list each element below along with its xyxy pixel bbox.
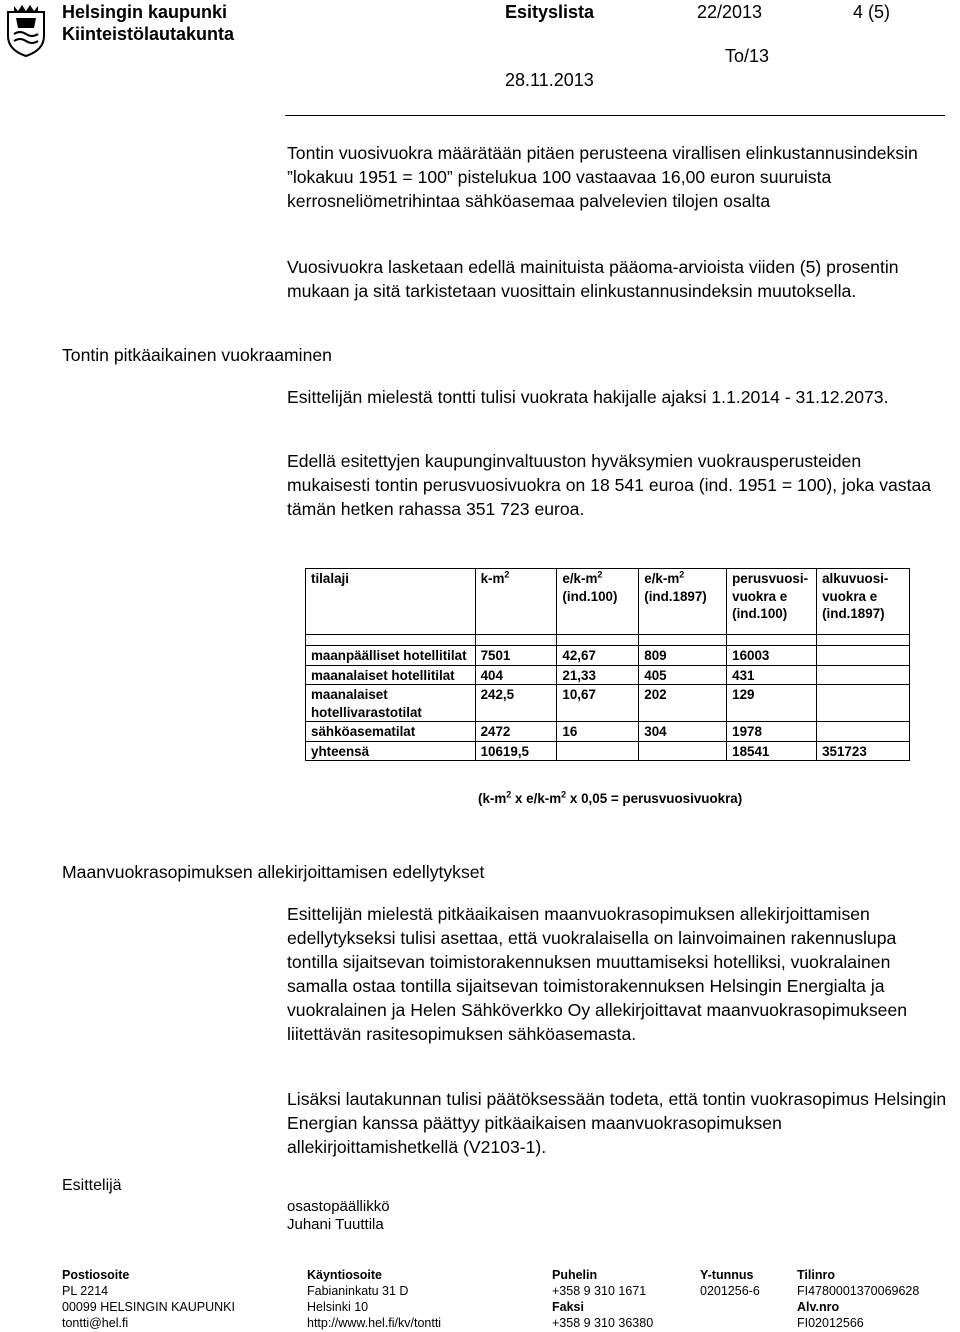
cell-type: sähköasematilat: [306, 722, 476, 742]
presenter-label: Esittelijä: [62, 1177, 122, 1194]
cell-price1897: 405: [639, 665, 727, 685]
table-header-row: [306, 569, 910, 635]
header-space-type: tilalaji: [306, 569, 476, 635]
section-title-signing: Maanvuokrasopimuksen allekirjoittamisen edellytykset: [62, 862, 485, 882]
cell-price100: 42,67: [557, 646, 639, 666]
cell-area: 7501: [475, 646, 557, 666]
footer-visit-label: Käyntiosoite: [307, 1268, 383, 1282]
cell-price100: [557, 741, 639, 761]
paragraph-rent-calc: Vuosivuokra lasketaan edellä mainituista pääoma-arvioista viiden (5) prosentin mukaan ja sitä tarkistetaan vuosittain elinkustannusindeksin muutoksella.: [287, 257, 899, 301]
cell-type: yhteensä: [306, 741, 476, 761]
table-row: [306, 646, 910, 666]
table-row: [306, 665, 910, 685]
paragraph-signing-conditions: Esittelijän mielestä pitkäaikaisen maanvuokrasopimuksen allekirjoittamisen edellytykseksi tulisi asettaa, että vuokralaisella on lainvoimainen rakennuslupa tontilla sijaitsevan toimistorakennuksen muuttamiseksi hotelliksi, vuokralainen samalla ostaa tontilla sijaitsevan toimistorakennuksen Helsingin Energialta ja vuokralainen ja Helen Sähköverkko Oy allekirjoittavat maanvuokrasopimukseen liitettävän rasitesopimuksen sähköasemasta.: [287, 904, 908, 1044]
cell-area: 404: [475, 665, 557, 685]
header-divider: [285, 115, 945, 116]
header-price-ind1897: $e/k-m^2$ (ind.1897): [639, 569, 727, 635]
presenter-title: osastopäällikkö: [287, 1198, 390, 1215]
cell-initial-rent: [817, 685, 910, 722]
cell-area: 10619,5: [475, 741, 557, 761]
page-number: 4 (5): [853, 2, 891, 22]
header-base-rent: perusvuosi-vuokra e (ind.100): [727, 569, 817, 635]
footer-postal-label: Postiosoite: [62, 1268, 130, 1282]
item-number: To/13: [725, 46, 770, 66]
cell-base-rent: 1978: [727, 722, 817, 742]
table-spacer-row: [306, 635, 910, 646]
cell-price1897: 202: [639, 685, 727, 722]
doc-type: Esityslista: [505, 2, 595, 22]
cell-area: 2472: [475, 722, 557, 742]
cell-price100: 10,67: [557, 685, 639, 722]
paragraph-lease-termination: Lisäksi lautakunnan tulisi päätöksessään todeta, että tontin vuokrasopimus Helsingin Energian kanssa päättyy pitkäaikaisen maanvuokrasopimuksen allekirjoittamishetkellä (V2103-1).: [287, 1089, 947, 1157]
footer-business-id: Y-tunnus 0201256-6: [700, 1268, 760, 1298]
org-name: Helsingin kaupunki: [62, 2, 228, 22]
footer-phone-label: Puhelin: [552, 1268, 598, 1282]
cell-type: maanalaiset hotellitilat: [306, 665, 476, 685]
cell-base-rent: 129: [727, 685, 817, 722]
doc-number: 22/2013: [697, 2, 763, 22]
table-total-row: [306, 741, 910, 761]
cell-price1897: [639, 741, 727, 761]
footer-account-label: Tilinro: [797, 1268, 835, 1282]
footer-phone: Puhelin +358 9 310 1671 Faksi +358 9 310 36380: [552, 1268, 654, 1330]
paragraph-lease-period: Esittelijän mielestä tontti tulisi vuokrata hakijalle ajaksi 1.1.2014 - 31.12.2073.: [287, 387, 889, 407]
header-floor-area: $k-m^2$: [475, 569, 557, 635]
presenter-name: Juhani Tuuttila: [287, 1216, 384, 1233]
header-price-ind100: $e/k-m^2$ (ind.100): [557, 569, 639, 635]
paragraph-base-rent: Edellä esitettyjen kaupunginvaltuuston hyväksymien vuokrausperusteiden mukaisesti tontin perusvuosivuokra on 18 541 euroa (ind. 1951 = 100), joka vastaa tämän hetken rahassa 351 723 euroa.: [287, 451, 932, 519]
section-title-long-lease: Tontin pitkäaikainen vuokraaminen: [62, 345, 332, 365]
footer-fax-label: Faksi: [552, 1300, 584, 1314]
footer-vat-label: Alv.nro: [797, 1300, 840, 1314]
cell-price1897: 809: [639, 646, 727, 666]
rent-table: [305, 568, 910, 761]
cell-price100: 16: [557, 722, 639, 742]
cell-base-rent: 431: [727, 665, 817, 685]
table-row: [306, 722, 910, 742]
cell-price100: 21,33: [557, 665, 639, 685]
footer-ytunnus-label: Y-tunnus: [700, 1268, 754, 1282]
paragraph-rent-basis: Tontin vuosivuokra määrätään pitäen perusteena virallisen elinkustannusindeksin ”lokakuu 1951 = 100” pistelukua 100 vastaavaa 16,00 euron suuruista kerrosneliömetrihintaa sähköasemaa palvelevien tilojen osalta: [287, 143, 918, 211]
table-row: [306, 685, 910, 722]
meeting-date: 28.11.2013: [505, 70, 594, 90]
cell-type: maanpäälliset hotellitilat: [306, 646, 476, 666]
header-initial-rent: alkuvuosi-vuokra e (ind.1897): [817, 569, 910, 635]
cell-initial-rent: [817, 646, 910, 666]
footer-postal: Postiosoite PL 2214 00099 HELSINGIN KAUPUNKI tontti@hel.fi: [62, 1268, 235, 1330]
cell-base-rent: 16003: [727, 646, 817, 666]
cell-initial-rent: [817, 665, 910, 685]
cell-initial-rent: [817, 722, 910, 742]
cell-price1897: 304: [639, 722, 727, 742]
cell-area: 242,5: [475, 685, 557, 722]
helsinki-crest-logo: [4, 2, 48, 58]
cell-initial-rent: 351723: [817, 741, 910, 761]
footer-account: Tilinro FI4780001370069628 Alv.nro FI02012566: [797, 1268, 920, 1330]
rent-formula: ($k-m^2$ x $e/k-m^2$ x 0,05 = perusvuosivuokra): [478, 789, 743, 806]
cell-type: maanalaiset hotellivarastotilat: [306, 685, 476, 722]
board-name: Kiinteistölautakunta: [62, 24, 235, 44]
footer-visiting: Käyntiosoite Fabianinkatu 31 D Helsinki 10 http://www.hel.fi/kv/tontti: [307, 1268, 442, 1330]
cell-base-rent: 18541: [727, 741, 817, 761]
